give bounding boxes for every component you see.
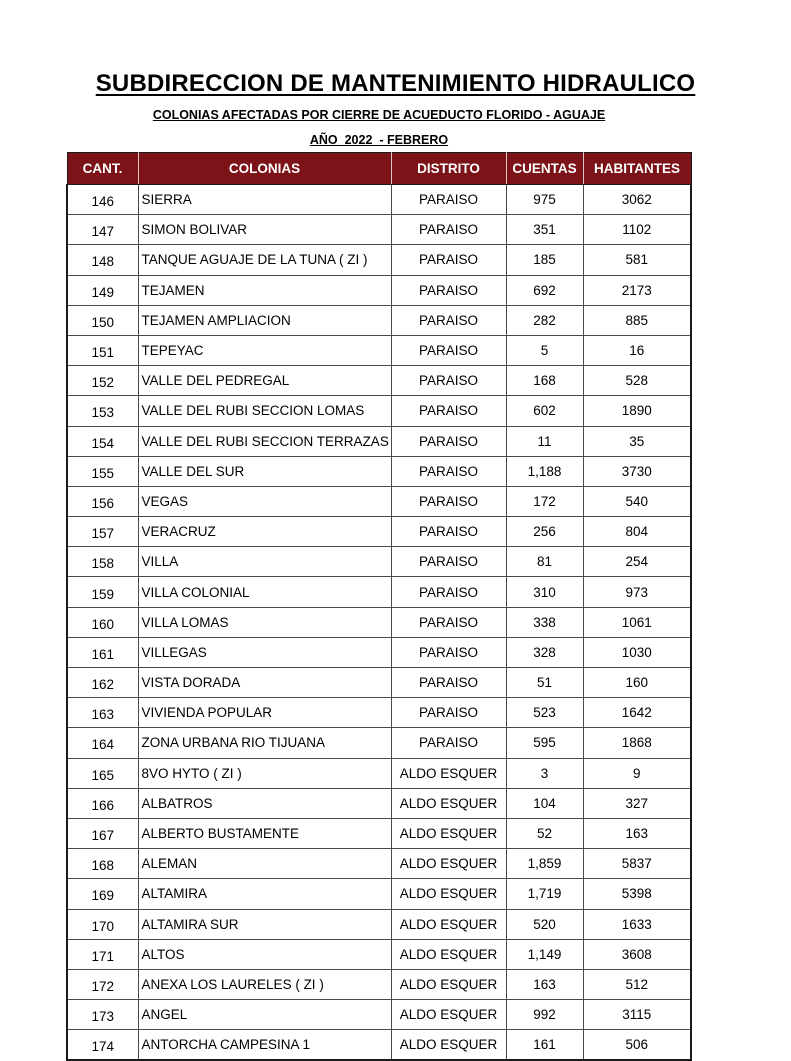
cell-distrito: PARAISO [391,215,506,245]
cell-cuentas: 11 [506,426,583,456]
cell-cuentas: 1,188 [506,456,583,486]
cell-distrito: PARAISO [391,366,506,396]
cell-colonia: 8VO HYTO ( ZI ) [138,758,391,788]
cell-colonia: TEJAMEN [138,275,391,305]
cell-colonia: VILLA COLONIAL [138,577,391,607]
cell-cuentas: 520 [506,909,583,939]
table-row [67,698,691,728]
cell-habitantes: 581 [583,245,691,275]
table-row [67,245,691,275]
cell-cant: 174 [67,1030,138,1061]
cell-habitantes: 3730 [583,456,691,486]
table-row [67,637,691,667]
cell-cuentas: 351 [506,215,583,245]
cell-distrito: PARAISO [391,305,506,335]
cell-habitantes: 254 [583,547,691,577]
table-row [67,456,691,486]
cell-colonia: SIMON BOLIVAR [138,215,391,245]
cell-habitantes: 3115 [583,1000,691,1030]
cell-habitantes: 540 [583,486,691,516]
cell-distrito: PARAISO [391,335,506,365]
table-body [67,185,691,1061]
table-row [67,305,691,335]
cell-cuentas: 1,859 [506,849,583,879]
cell-habitantes: 1061 [583,607,691,637]
cell-distrito: PARAISO [391,698,506,728]
cell-habitantes: 1642 [583,698,691,728]
cell-cant: 155 [67,456,138,486]
cell-cuentas: 992 [506,1000,583,1030]
table-row [67,879,691,909]
cell-cant: 168 [67,849,138,879]
cell-cuentas: 161 [506,1030,583,1061]
colonias-table [66,152,692,1061]
cell-cuentas: 52 [506,818,583,848]
cell-habitantes: 5398 [583,879,691,909]
column-header-habitantes: HABITANTES [583,153,691,185]
table-row [67,215,691,245]
table-row [67,486,691,516]
table-row [67,939,691,969]
cell-cant: 172 [67,969,138,999]
table-row [67,788,691,818]
table-row [67,577,691,607]
table-row [67,909,691,939]
cell-habitantes: 506 [583,1030,691,1061]
cell-cuentas: 3 [506,758,583,788]
cell-cant: 166 [67,788,138,818]
cell-distrito: PARAISO [391,577,506,607]
cell-habitantes: 16 [583,335,691,365]
cell-colonia: SIERRA [138,185,391,215]
cell-habitantes: 885 [583,305,691,335]
cell-colonia: VISTA DORADA [138,668,391,698]
cell-cant: 147 [67,215,138,245]
cell-distrito: ALDO ESQUER [391,818,506,848]
cell-habitantes: 1868 [583,728,691,758]
cell-cuentas: 595 [506,728,583,758]
cell-cant: 146 [67,185,138,215]
cell-distrito: ALDO ESQUER [391,879,506,909]
cell-distrito: PARAISO [391,185,506,215]
cell-distrito: PARAISO [391,668,506,698]
cell-cuentas: 1,149 [506,939,583,969]
cell-distrito: PARAISO [391,547,506,577]
cell-cuentas: 692 [506,275,583,305]
column-header-cant: CANT. [67,153,138,185]
cell-colonia: ANEXA LOS LAURELES ( ZI ) [138,969,391,999]
cell-cant: 159 [67,577,138,607]
cell-cuentas: 185 [506,245,583,275]
cell-cant: 164 [67,728,138,758]
cell-colonia: ALBERTO BUSTAMENTE [138,818,391,848]
cell-distrito: ALDO ESQUER [391,1030,506,1061]
cell-distrito: PARAISO [391,486,506,516]
cell-distrito: ALDO ESQUER [391,909,506,939]
cell-cant: 148 [67,245,138,275]
cell-cuentas: 282 [506,305,583,335]
cell-distrito: ALDO ESQUER [391,849,506,879]
cell-cant: 167 [67,818,138,848]
cell-colonia: ALTOS [138,939,391,969]
cell-habitantes: 1890 [583,396,691,426]
cell-cant: 160 [67,607,138,637]
cell-colonia: VILLA LOMAS [138,607,391,637]
cell-colonia: ALEMAN [138,849,391,879]
cell-colonia: ANGEL [138,1000,391,1030]
cell-distrito: PARAISO [391,517,506,547]
page-title: SUBDIRECCION DE MANTENIMIENTO HIDRAULICO [95,70,696,97]
cell-colonia: ALTAMIRA [138,879,391,909]
cell-cant: 154 [67,426,138,456]
cell-cuentas: 81 [506,547,583,577]
cell-distrito: ALDO ESQUER [391,939,506,969]
table-row [67,849,691,879]
cell-distrito: ALDO ESQUER [391,758,506,788]
cell-cant: 151 [67,335,138,365]
cell-cant: 157 [67,517,138,547]
cell-habitantes: 804 [583,517,691,547]
cell-distrito: PARAISO [391,426,506,456]
cell-cuentas: 168 [506,366,583,396]
cell-cuentas: 256 [506,517,583,547]
column-header-distrito: DISTRITO [391,153,506,185]
cell-habitantes: 512 [583,969,691,999]
cell-distrito: PARAISO [391,245,506,275]
cell-cant: 163 [67,698,138,728]
cell-habitantes: 160 [583,668,691,698]
table-row [67,426,691,456]
cell-cuentas: 328 [506,637,583,667]
cell-cuentas: 1,719 [506,879,583,909]
cell-habitantes: 163 [583,818,691,848]
table-row [67,185,691,215]
table-row [67,335,691,365]
table-row [67,818,691,848]
cell-colonia: VALLE DEL RUBI SECCION TERRAZAS [138,426,391,456]
cell-cuentas: 310 [506,577,583,607]
table-row [67,396,691,426]
cell-colonia: VILLA [138,547,391,577]
cell-colonia: TEPEYAC [138,335,391,365]
cell-cant: 158 [67,547,138,577]
cell-cuentas: 172 [506,486,583,516]
cell-distrito: ALDO ESQUER [391,969,506,999]
cell-cant: 149 [67,275,138,305]
table-row [67,668,691,698]
table-row [67,758,691,788]
column-header-cuentas: CUENTAS [506,153,583,185]
cell-cant: 173 [67,1000,138,1030]
cell-habitantes: 1633 [583,909,691,939]
cell-colonia: VEGAS [138,486,391,516]
cell-cant: 161 [67,637,138,667]
cell-cant: 169 [67,879,138,909]
cell-cant: 171 [67,939,138,969]
table-row [67,607,691,637]
cell-cuentas: 523 [506,698,583,728]
cell-cuentas: 51 [506,668,583,698]
table-row [67,517,691,547]
cell-colonia: ALBATROS [138,788,391,818]
cell-distrito: PARAISO [391,637,506,667]
cell-cant: 170 [67,909,138,939]
cell-cuentas: 338 [506,607,583,637]
cell-cuentas: 602 [506,396,583,426]
cell-habitantes: 327 [583,788,691,818]
cell-colonia: VIVIENDA POPULAR [138,698,391,728]
cell-colonia: TEJAMEN AMPLIACION [138,305,391,335]
cell-colonia: VERACRUZ [138,517,391,547]
cell-cuentas: 5 [506,335,583,365]
table-row [67,1030,691,1061]
cell-habitantes: 2173 [583,275,691,305]
cell-cant: 165 [67,758,138,788]
cell-cant: 152 [67,366,138,396]
cell-cant: 162 [67,668,138,698]
cell-habitantes: 528 [583,366,691,396]
table-row [67,1000,691,1030]
cell-colonia: TANQUE AGUAJE DE LA TUNA ( ZI ) [138,245,391,275]
table-row [67,728,691,758]
cell-distrito: ALDO ESQUER [391,788,506,818]
cell-habitantes: 5837 [583,849,691,879]
cell-colonia: ALTAMIRA SUR [138,909,391,939]
cell-distrito: ALDO ESQUER [391,1000,506,1030]
table-header-row [67,153,691,185]
cell-colonia: VALLE DEL SUR [138,456,391,486]
cell-habitantes: 973 [583,577,691,607]
table-row [67,275,691,305]
report-period: AÑO 2022 - FEBRERO [309,133,449,147]
cell-habitantes: 3062 [583,185,691,215]
cell-habitantes: 1102 [583,215,691,245]
page-subtitle: COLONIAS AFECTADAS POR CIERRE DE ACUEDUCTO FLORIDO - AGUAJE [152,108,606,122]
cell-habitantes: 9 [583,758,691,788]
cell-colonia: VILLEGAS [138,637,391,667]
cell-habitantes: 35 [583,426,691,456]
cell-colonia: VALLE DEL PEDREGAL [138,366,391,396]
table-row [67,969,691,999]
cell-cuentas: 104 [506,788,583,818]
cell-cant: 153 [67,396,138,426]
cell-cuentas: 163 [506,969,583,999]
cell-distrito: PARAISO [391,396,506,426]
cell-distrito: PARAISO [391,728,506,758]
colonias-table-container [66,152,690,1061]
table-row [67,366,691,396]
column-header-colonias: COLONIAS [138,153,391,185]
cell-distrito: PARAISO [391,607,506,637]
table-header [67,153,691,185]
cell-cant: 156 [67,486,138,516]
cell-colonia: VALLE DEL RUBI SECCION LOMAS [138,396,391,426]
cell-colonia: ZONA URBANA RIO TIJUANA [138,728,391,758]
cell-distrito: PARAISO [391,456,506,486]
cell-cuentas: 975 [506,185,583,215]
cell-habitantes: 3608 [583,939,691,969]
cell-habitantes: 1030 [583,637,691,667]
table-row [67,547,691,577]
cell-colonia: ANTORCHA CAMPESINA 1 [138,1030,391,1061]
cell-distrito: PARAISO [391,275,506,305]
cell-cant: 150 [67,305,138,335]
